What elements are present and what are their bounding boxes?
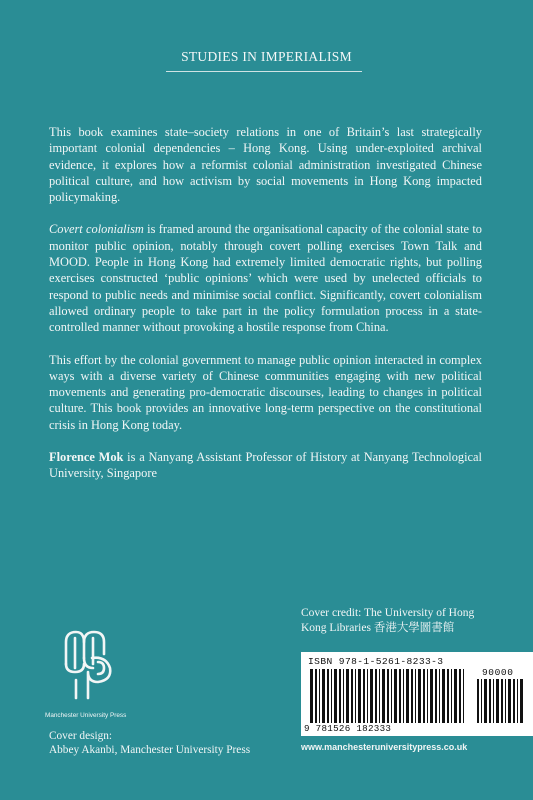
barcode-bar	[463, 669, 464, 723]
barcode-bar	[358, 669, 361, 723]
price-barcode-bars	[477, 679, 523, 723]
series-divider	[166, 71, 362, 72]
barcode-bar	[403, 669, 404, 723]
barcode-bar	[430, 669, 433, 723]
barcode-bar	[418, 669, 421, 723]
barcode-bar	[442, 669, 445, 723]
barcode-bar	[382, 669, 385, 723]
barcode-bar	[451, 669, 452, 723]
barcode-bar	[406, 669, 409, 723]
barcode-bar	[427, 669, 428, 723]
barcode-bar	[346, 669, 349, 723]
barcode-bar	[454, 669, 457, 723]
barcode-bar	[484, 679, 487, 723]
cover-design-label: Cover design:	[49, 730, 113, 742]
isbn-barcode	[301, 652, 533, 736]
barcode-bar	[331, 669, 332, 723]
barcode-bar	[447, 669, 449, 723]
barcode-bar	[367, 669, 368, 723]
ean-digits: 9 781526 182333	[304, 723, 392, 734]
blurb-paragraph-2	[49, 221, 482, 335]
barcode-bar	[387, 669, 389, 723]
barcode-bar	[379, 669, 380, 723]
barcode-bar	[327, 669, 329, 723]
barcode-bar	[439, 669, 440, 723]
barcode-bar	[343, 669, 344, 723]
barcode-bar	[493, 679, 494, 723]
barcode-bar	[459, 669, 461, 723]
barcode-bar	[505, 679, 506, 723]
blurb-paragraph-2-text: is framed around the organisational capacity of the colonial state to monitor public opinion, notably through covert polling exercises Town Talk and MOOD. People in Hong Kong had extremely limited democratic rights, but polling exercises constructed ‘public opinions’ which were used by unelected officials to respond to public needs and minimise social conflict. Significantly, covert colonialism allowed ordinary people to take part in the policy formulation process in a state-controlled manner without provoking a hostile response from China.	[49, 222, 482, 335]
barcode-bar	[501, 679, 503, 723]
blurb-paragraph-3: This effort by the colonial government to manage public opinion interacted in complex ways with a diverse variety of Chinese communities engaging with new political movements and generating pro-democratic discourses, leading to changes in political culture. This book provides an innovative long-term perspective on the constitutional crisis in Hong Kong today.	[49, 352, 482, 432]
barcode-bar	[315, 669, 317, 723]
author-bio-text: is a Nanyang Assistant Professor of History at Nanyang Technological University, Singapore	[49, 450, 482, 481]
barcode-bar	[520, 679, 523, 723]
barcode-bar	[339, 669, 341, 723]
barcode-bar	[370, 669, 373, 723]
barcode-bar	[322, 669, 325, 723]
barcode-bar	[375, 669, 377, 723]
barcode-bar	[517, 679, 518, 723]
barcode-bar	[319, 669, 320, 723]
cover-credit: Cover credit: The University of Hong Kong Libraries 香港大學圖書館	[301, 607, 475, 634]
isbn-text: ISBN 978-1-5261-8233-3	[308, 656, 444, 667]
price-code: 90000	[482, 667, 514, 678]
publisher-website: www.manchesteruniversitypress.co.uk	[301, 742, 468, 752]
blurb	[49, 124, 482, 498]
cover-design-credit	[49, 730, 250, 758]
manchester-university-press-logo	[62, 628, 114, 702]
barcode-bar	[334, 669, 337, 723]
barcode-bar	[394, 669, 397, 723]
barcode-bar	[481, 679, 482, 723]
barcode-bar	[477, 679, 479, 723]
barcode-bar	[489, 679, 491, 723]
barcode-bar	[391, 669, 392, 723]
barcode-bar	[411, 669, 413, 723]
series-title: STUDIES IN IMPERIALISM	[181, 49, 352, 64]
blurb-paragraph-1: This book examines state–society relations in one of Britain’s last strategically important colonial dependencies – Hong Kong. Using under-exploited archival evidence, it explores how a reformist colonial administration investigated Chinese political culture, and how activism by social movements in Hong Kong impacted policymaking.	[49, 125, 482, 205]
barcode-bar	[355, 669, 356, 723]
barcode-bar	[363, 669, 365, 723]
barcode-bar	[496, 679, 499, 723]
barcode-bar	[513, 679, 515, 723]
barcode-bar	[399, 669, 401, 723]
cover-design-name: Abbey Akanbi, Manchester University Press	[49, 743, 251, 756]
barcode-bar	[351, 669, 353, 723]
barcode-bar	[415, 669, 416, 723]
barcode-bar	[435, 669, 437, 723]
book-title-italic: Covert colonialism	[49, 222, 144, 237]
barcode-bar	[423, 669, 425, 723]
author-name: Florence Mok	[49, 450, 124, 465]
barcode-bar	[508, 679, 511, 723]
ean-barcode-bars	[310, 669, 468, 723]
barcode-bar	[310, 669, 313, 723]
publisher-logo-text: Manchester University Press	[45, 712, 127, 719]
author-bio	[49, 449, 482, 482]
